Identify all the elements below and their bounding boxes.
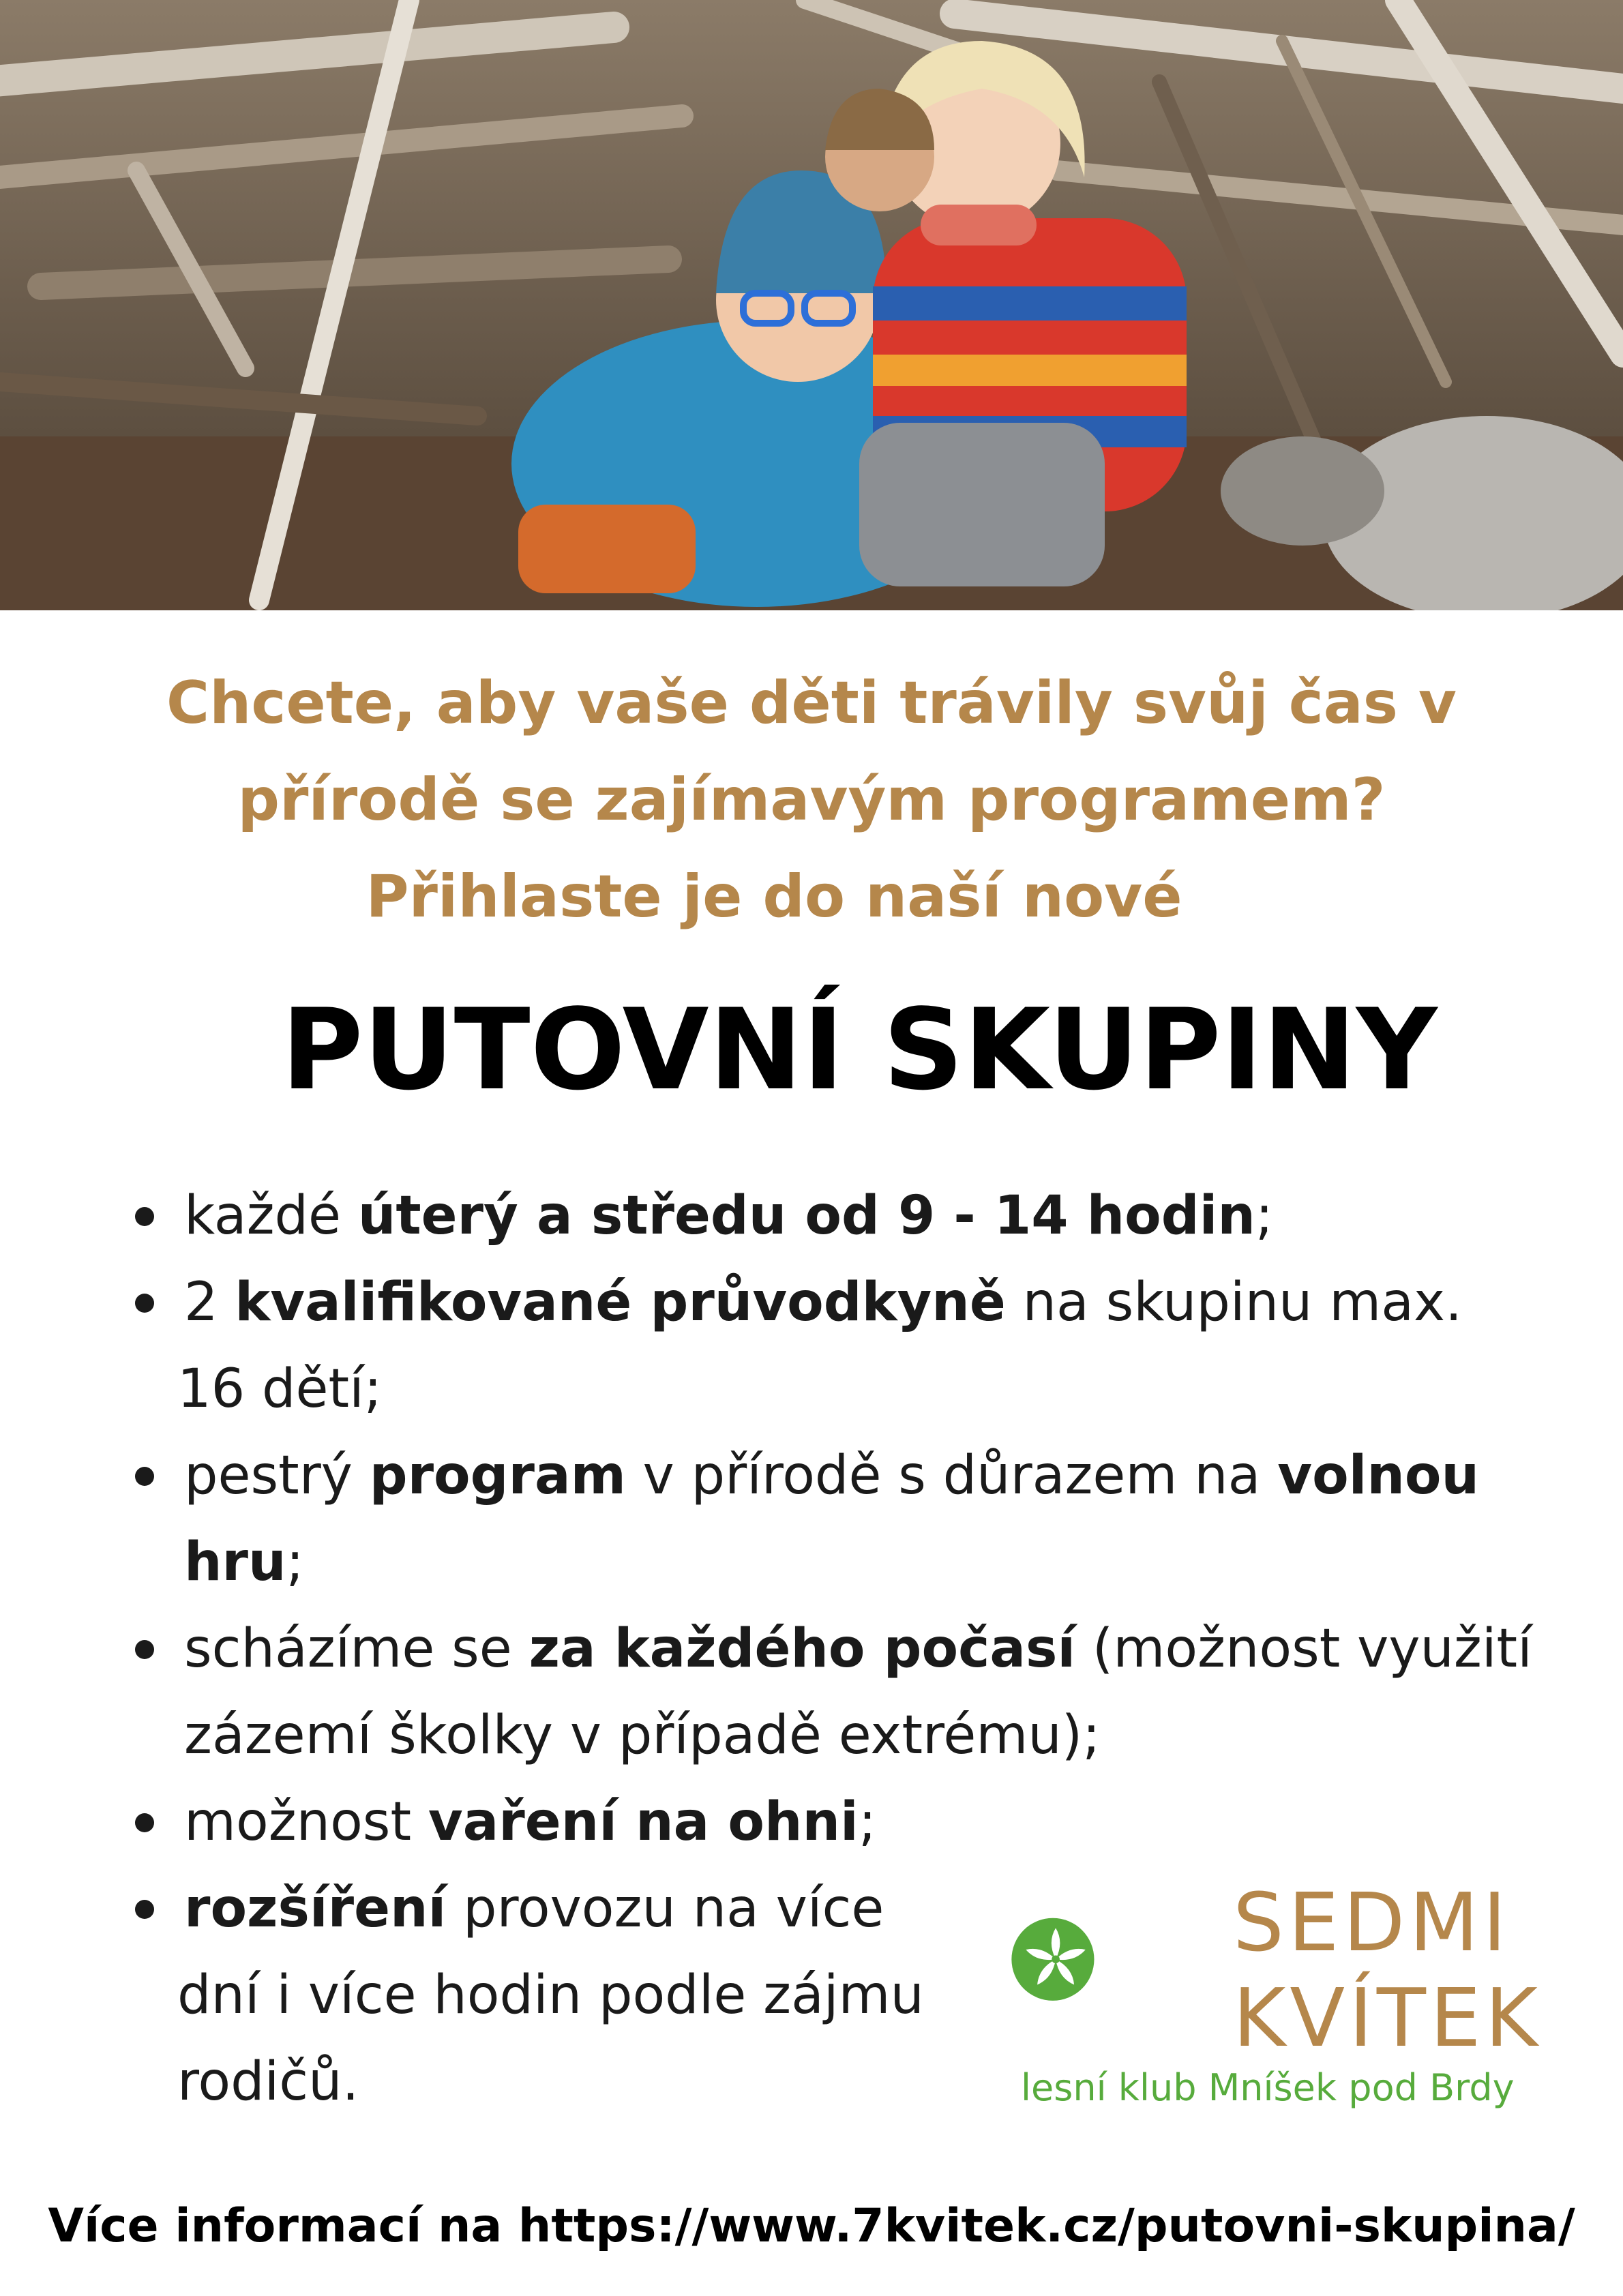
bullet-bold: vaření na ohni: [428, 1791, 859, 1853]
bullet-text: provozu na více: [446, 1878, 884, 1939]
bullet-text: v přírodě s důrazem na: [625, 1445, 1278, 1506]
intro-line-2: přírodě se zajímavým programem?: [237, 766, 1386, 834]
bullet-text: na skupinu max.: [1005, 1272, 1462, 1333]
intro-text: [0, 655, 1623, 945]
bullet-text: 2: [184, 1272, 235, 1333]
bullet-bold: za každého počasí: [528, 1618, 1076, 1680]
list-item: [130, 1173, 1532, 1259]
bullet-text: scházíme se: [184, 1618, 529, 1680]
more-info-footer: Více informací na https://www.7kvitek.cz/putovni-skupina/: [48, 2199, 1575, 2253]
bullet-bold: volnou: [1277, 1445, 1480, 1506]
bullet-text: ;: [286, 1532, 304, 1593]
bullet-text: možnost: [184, 1791, 428, 1853]
intro-line-1: Chcete, aby vaše děti trávily svůj čas v: [166, 669, 1457, 737]
intro-line-3: Přihlaste je do naší nové: [366, 863, 1182, 931]
flower-logo-icon: [1006, 1868, 1231, 2073]
header-photo: [0, 0, 1623, 610]
bullet-bold: program: [369, 1445, 626, 1506]
list-item: [130, 1433, 1532, 1606]
logo-subtitle: lesní klub Mníšek pod Brdy: [1021, 2066, 1515, 2109]
page-title: PUTOVNÍ SKUPINY: [281, 985, 1438, 1115]
bullet-text: 16 dětí;: [177, 1358, 383, 1420]
bullet-text: zázemí školky v případě extrému);: [184, 1705, 1101, 1766]
logo-name-line-2: KVÍTEK: [1233, 1971, 1542, 2065]
list-item: [130, 1606, 1532, 1779]
bullet-text: ;: [1255, 1185, 1274, 1247]
bullet-text: ;: [858, 1791, 877, 1853]
list-item: [130, 1779, 1532, 1866]
bullet-text: rodičů.: [177, 2051, 359, 2113]
bullet-text: dní i více hodin podle zájmu: [177, 1965, 924, 2026]
bullet-bold: rozšíření: [184, 1878, 447, 1939]
bullet-text: každé: [184, 1185, 358, 1247]
list-item: [130, 1259, 1532, 1433]
bullet-bold: kvalifikované průvodkyně: [235, 1272, 1006, 1333]
logo-name-line-1: SEDMI: [1233, 1875, 1510, 1969]
bullet-text: pestrý: [184, 1445, 370, 1506]
bullet-bold: hru: [184, 1532, 286, 1593]
bullet-bold: úterý a středu od 9 - 14 hodin: [357, 1185, 1255, 1247]
bullet-text: (možnost využití: [1075, 1618, 1532, 1680]
